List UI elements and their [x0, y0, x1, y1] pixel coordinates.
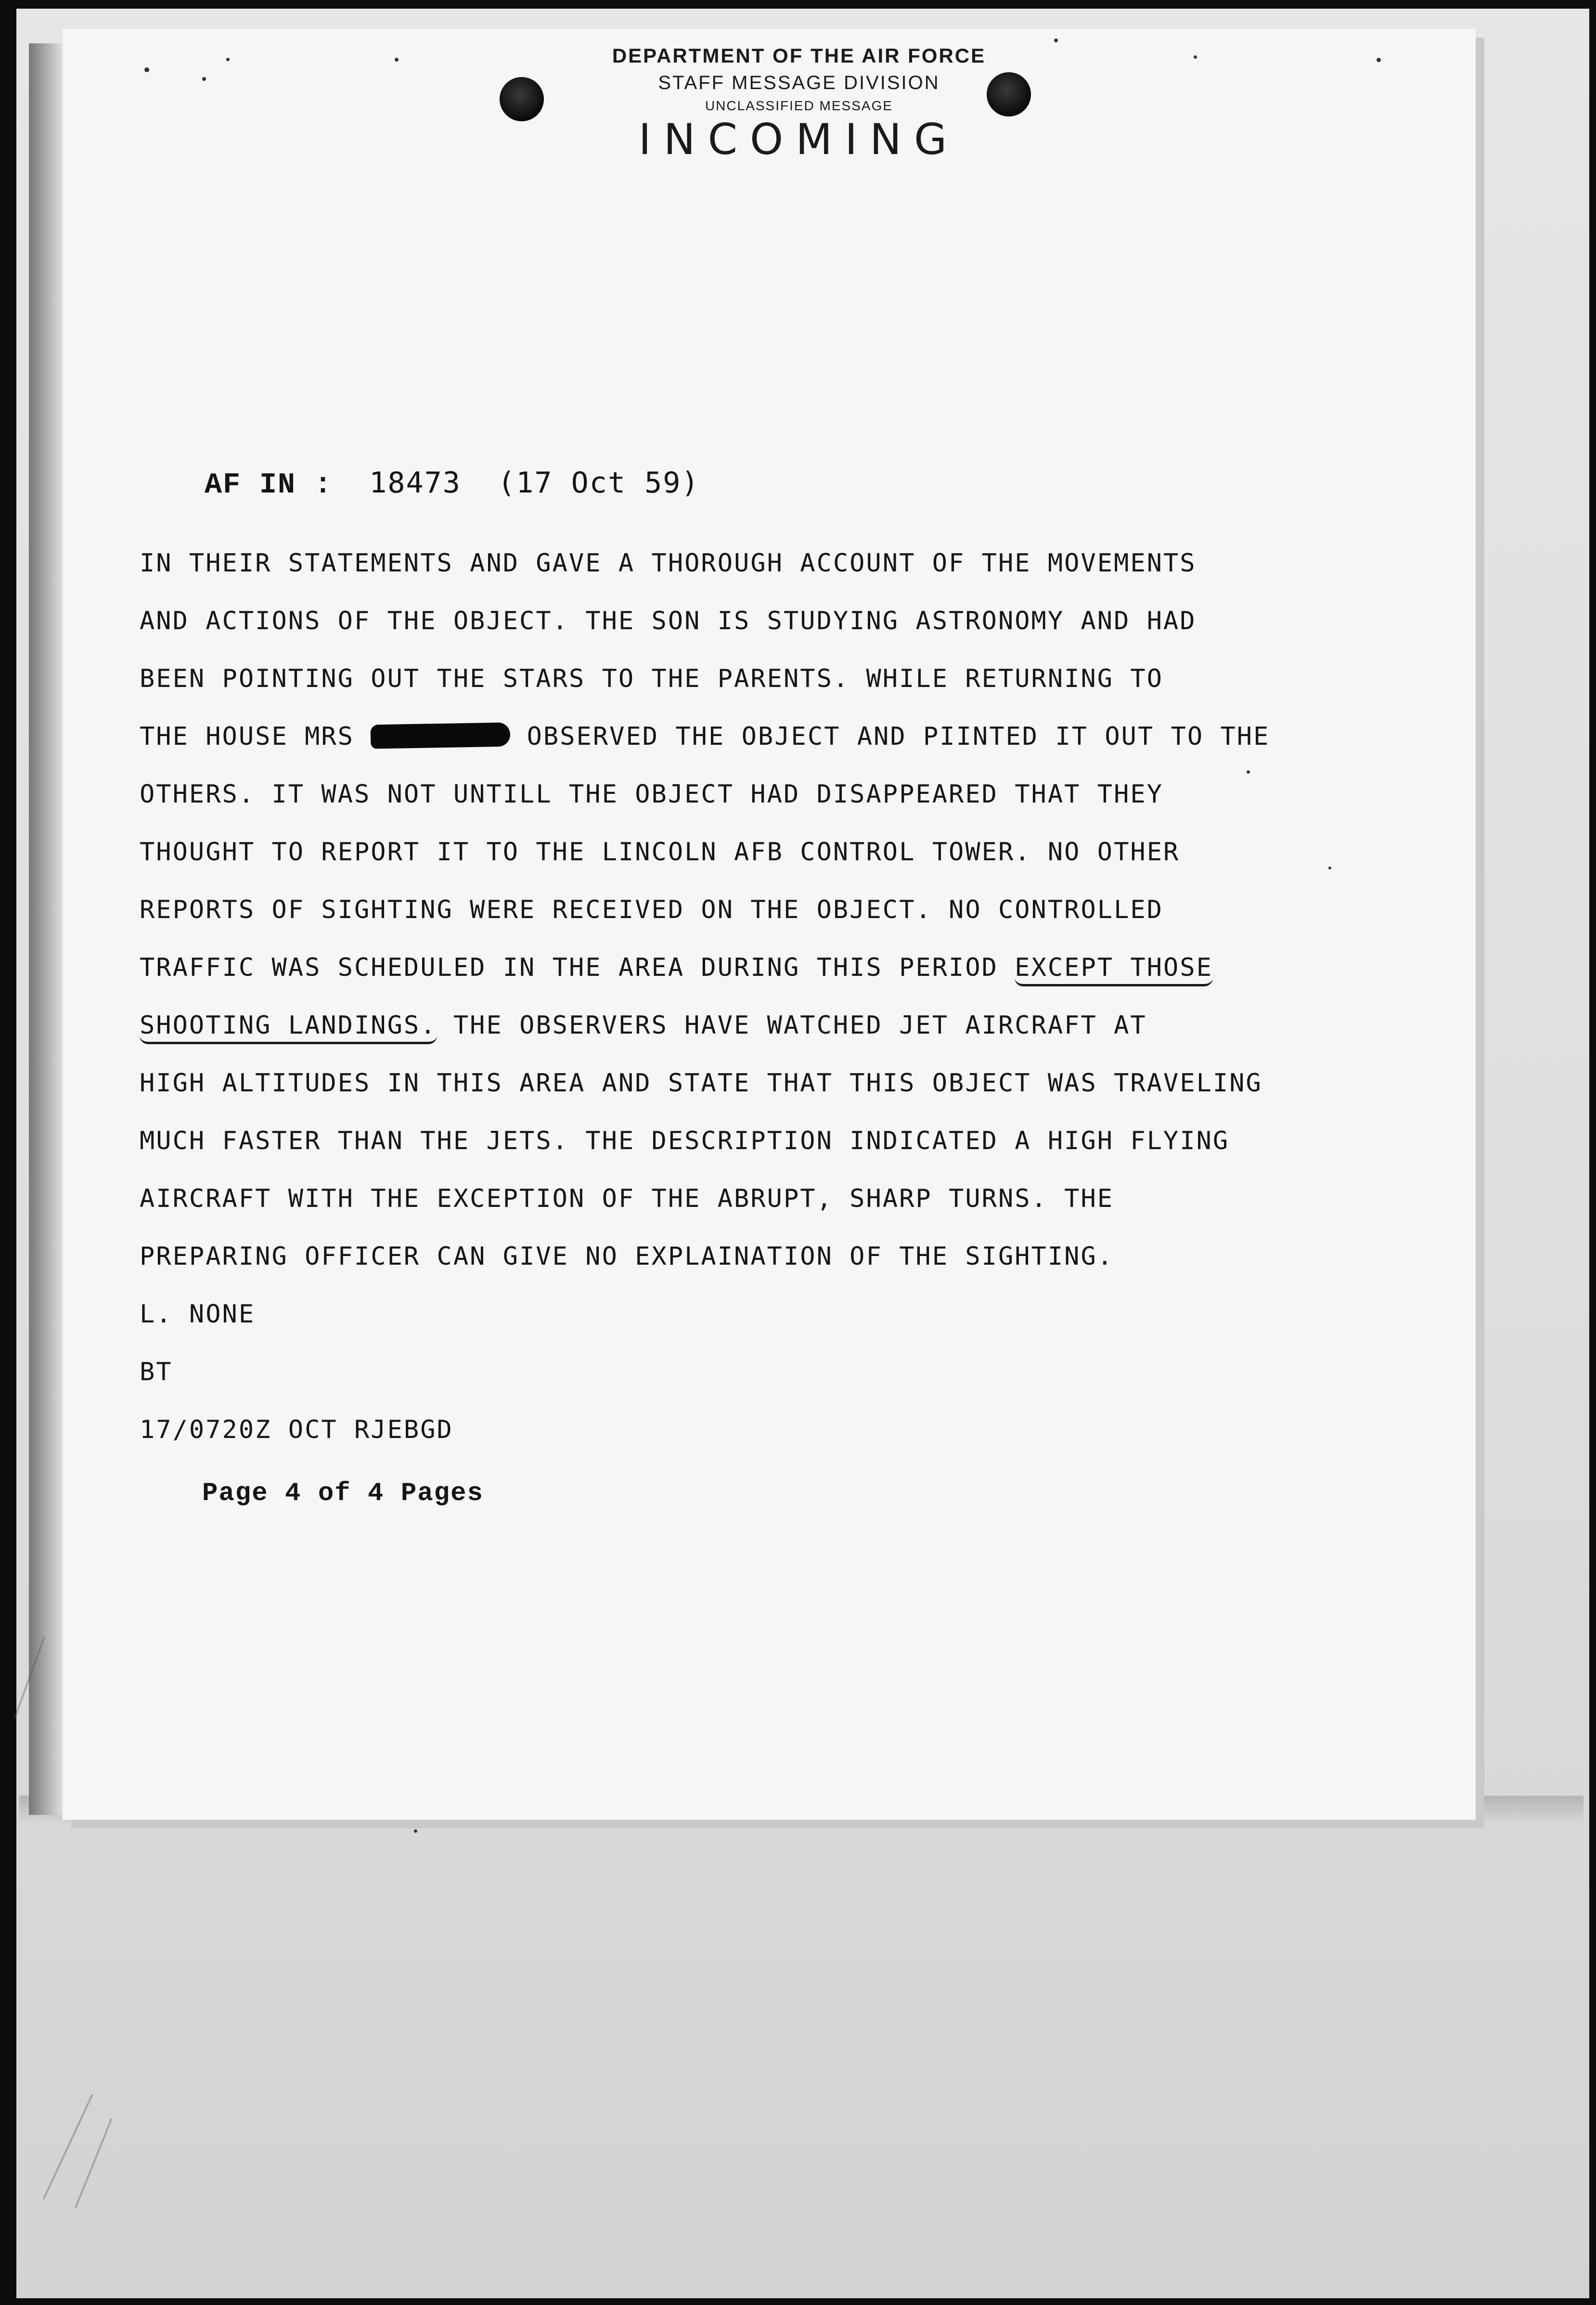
body-line — [140, 775, 1381, 833]
body-line — [140, 948, 1381, 1006]
page-edge — [29, 43, 63, 1815]
redaction-mark — [371, 722, 511, 749]
line-text: THOUGHT TO REPORT IT TO THE LINCOLN AFB CONTROL TOWER. NO OTHER — [140, 838, 1180, 867]
body-line — [140, 544, 1381, 602]
department-title: DEPARTMENT OF THE AIR FORCE — [612, 44, 986, 67]
line-text: IN THEIR STATEMENTS AND GAVE A THOROUGH ACCOUNT OF THE MOVEMENTS — [140, 549, 1197, 578]
line-text: BT — [140, 1358, 173, 1386]
line-text: TRAFFIC WAS SCHEDULED IN THE AREA DURING THIS PERIOD — [140, 953, 1015, 982]
af-in-date: (17 Oct 59) — [498, 466, 700, 500]
body-line — [140, 1006, 1381, 1064]
body-line — [140, 602, 1381, 660]
line-text: OBSERVED THE OBJECT AND PIINTED IT OUT TO THE — [510, 722, 1270, 751]
body-line — [140, 891, 1381, 948]
page-number: Page 4 of 4 Pages — [202, 1479, 484, 1508]
classification-label: UNCLASSIFIED MESSAGE — [705, 98, 893, 113]
line-text: OTHERS. IT WAS NOT UNTILL THE OBJECT HAD DISAPPEARED THAT THEY — [140, 780, 1164, 809]
body-line — [140, 1179, 1381, 1237]
underlined-text: SHOOTING LANDINGS. — [140, 1011, 437, 1044]
line-text: PREPARING OFFICER CAN GIVE NO EXPLAINATION OF THE SIGHTING. — [140, 1242, 1114, 1271]
speck — [395, 58, 399, 62]
af-in-label: AF IN : — [205, 469, 333, 502]
message-body — [140, 544, 1381, 1468]
af-in-reference — [205, 466, 700, 502]
body-line — [140, 1237, 1381, 1295]
body-line — [140, 1064, 1381, 1122]
body-line — [140, 1122, 1381, 1179]
line-text: THE HOUSE MRS — [140, 722, 371, 751]
line-text: AIRCRAFT WITH THE EXCEPTION OF THE ABRUPT, SHARP TURNS. THE — [140, 1184, 1114, 1213]
body-line — [140, 1295, 1381, 1353]
division-title: STAFF MESSAGE DIVISION — [658, 72, 940, 93]
line-text: BEEN POINTING OUT THE STARS TO THE PARENTS. WHILE RETURNING TO — [140, 664, 1164, 693]
line-text: THE OBSERVERS HAVE WATCHED JET AIRCRAFT AT — [437, 1011, 1147, 1040]
speck — [1054, 39, 1058, 42]
line-text: L. NONE — [140, 1300, 256, 1329]
line-text: AND ACTIONS OF THE OBJECT. THE SON IS STUDYING ASTRONOMY AND HAD — [140, 607, 1197, 635]
line-text: HIGH ALTITUDES IN THIS AREA AND STATE THAT THIS OBJECT WAS TRAVELING — [140, 1069, 1262, 1098]
speck — [1247, 770, 1250, 774]
body-line — [140, 833, 1381, 891]
speck — [144, 67, 149, 72]
body-line — [140, 1353, 1381, 1411]
line-text: REPORTS OF SIGHTING WERE RECEIVED ON THE OBJECT. NO CONTROLLED — [140, 895, 1164, 924]
body-line — [140, 660, 1381, 717]
speck — [1194, 55, 1197, 59]
incoming-banner: INCOMING — [638, 115, 960, 164]
speck — [414, 1829, 417, 1833]
speck — [1328, 867, 1331, 869]
speck — [202, 77, 206, 81]
speck — [1377, 58, 1381, 62]
underlined-text: EXCEPT THOSE — [1015, 953, 1213, 986]
af-in-number: 18473 — [369, 466, 461, 500]
line-text: MUCH FASTER THAN THE JETS. THE DESCRIPTION INDICATED A HIGH FLYING — [140, 1127, 1230, 1155]
body-line — [140, 717, 1381, 775]
message-header — [529, 42, 1068, 164]
body-line — [140, 1411, 1381, 1468]
speck — [226, 58, 230, 61]
line-text: 17/0720Z OCT RJEBGD — [140, 1415, 453, 1444]
